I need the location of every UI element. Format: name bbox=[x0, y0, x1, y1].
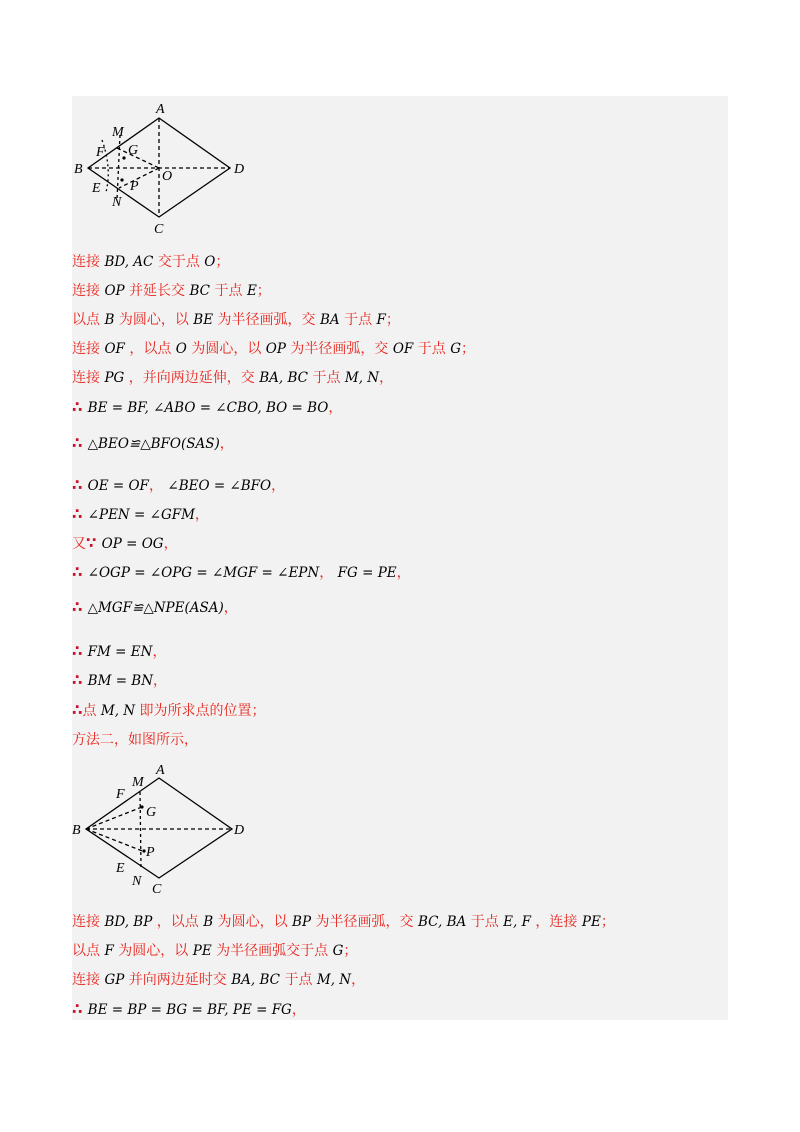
math-expression: O bbox=[204, 254, 216, 270]
math-expression: G bbox=[332, 943, 344, 959]
math-expression: PE bbox=[581, 914, 601, 930]
math-expression: E bbox=[246, 283, 257, 299]
line-text: ， bbox=[148, 478, 168, 494]
step-line bbox=[72, 311, 400, 329]
line-text: 连接 bbox=[72, 914, 105, 930]
label-f: F bbox=[96, 145, 105, 160]
step-line bbox=[72, 1000, 306, 1019]
line-text: 连接 bbox=[72, 254, 105, 270]
line-text: 连接 bbox=[72, 972, 105, 988]
line-text: 连接 bbox=[72, 283, 105, 299]
math-expression: OE = OF bbox=[87, 478, 149, 494]
line-text: ， bbox=[153, 673, 168, 689]
math-expression: F bbox=[104, 943, 114, 959]
line-text: ，连接 bbox=[530, 914, 582, 930]
figure-rhombus-method-one bbox=[72, 100, 272, 240]
math-expression: M, N bbox=[316, 972, 352, 988]
math-expression: ∠OGP = ∠OPG = ∠MGF = ∠EPN bbox=[87, 565, 320, 581]
math-expression: BE = BP = BG = BF, PE = FG bbox=[87, 1002, 292, 1018]
line-text: 于点 bbox=[280, 972, 317, 988]
line-text: 为半径画弧，交 bbox=[311, 914, 418, 930]
label-c: C bbox=[152, 882, 162, 897]
line-text: 于点 bbox=[466, 914, 504, 930]
line-text: 方法二，如图所示， bbox=[72, 732, 198, 748]
label-p: P bbox=[146, 845, 155, 860]
label-e: E bbox=[92, 181, 101, 196]
line-text: ； bbox=[215, 254, 230, 270]
logic-symbol: ∴ bbox=[72, 434, 88, 452]
line-text: 于点 bbox=[210, 283, 247, 299]
math-expression: BC bbox=[189, 283, 211, 299]
math-expression: OP bbox=[265, 341, 286, 357]
line-text: ， bbox=[328, 400, 343, 416]
line-text: 为半径画弧交于点 bbox=[211, 943, 333, 959]
logic-symbol: ∴ bbox=[72, 598, 88, 616]
line-text: ， bbox=[319, 565, 338, 581]
line-text: ； bbox=[256, 283, 271, 299]
line-text: 为圆心，以 bbox=[113, 943, 193, 959]
step-line bbox=[72, 701, 266, 720]
line-text: 为圆心，以 bbox=[186, 341, 266, 357]
math-expression: OP bbox=[104, 283, 125, 299]
step-line bbox=[72, 505, 209, 524]
math-expression: OF bbox=[104, 341, 125, 357]
math-expression: B bbox=[203, 914, 214, 930]
math-expression: BA, BC bbox=[231, 972, 280, 988]
math-expression: O bbox=[175, 341, 187, 357]
line-text: ，以点 bbox=[152, 914, 204, 930]
line-text: ； bbox=[600, 914, 615, 930]
step-line bbox=[72, 913, 615, 931]
label-n: N bbox=[132, 874, 142, 889]
line-text: ， bbox=[194, 507, 209, 523]
math-expression: OP = OG bbox=[101, 536, 164, 552]
label-a: A bbox=[156, 763, 165, 778]
label-a: A bbox=[156, 102, 165, 117]
line-text: 于点 bbox=[413, 341, 451, 357]
math-expression: BA bbox=[319, 312, 340, 328]
label-m: M bbox=[112, 125, 124, 140]
logic-symbol: ∴ bbox=[72, 671, 88, 689]
step-line bbox=[72, 642, 166, 661]
step-line bbox=[72, 671, 167, 690]
label-b: B bbox=[74, 162, 83, 177]
logic-symbol: ∴ bbox=[72, 563, 88, 581]
math-expression: PE bbox=[192, 943, 212, 959]
line-text: 为圆心，以 bbox=[114, 312, 194, 328]
logic-symbol: ∴ bbox=[72, 642, 88, 660]
line-text: 于点 bbox=[339, 312, 377, 328]
math-expression: BE = BF, ∠ABO = ∠CBO, BO = BO bbox=[87, 400, 329, 416]
math-expression: BP bbox=[292, 914, 312, 930]
step-line bbox=[72, 731, 198, 749]
label-p: P bbox=[130, 179, 139, 194]
math-expression: ∠BEO = ∠BFO bbox=[167, 478, 272, 494]
math-expression: FM = EN bbox=[87, 644, 153, 660]
math-expression: BM = BN bbox=[87, 673, 154, 689]
logic-symbol: ∴ bbox=[72, 398, 88, 416]
label-f: F bbox=[116, 787, 125, 802]
step-line bbox=[72, 476, 285, 495]
logic-symbol: ∴ bbox=[72, 1000, 88, 1018]
line-text: ； bbox=[460, 341, 475, 357]
line-text: ； bbox=[385, 312, 400, 328]
label-d: D bbox=[234, 823, 245, 838]
line-text: 连接 bbox=[72, 341, 105, 357]
math-expression: B bbox=[104, 312, 115, 328]
math-expression: ∠PEN = ∠GFM bbox=[87, 507, 195, 523]
line-text: 并向两边延时交 bbox=[124, 972, 232, 988]
math-expression: G bbox=[450, 341, 461, 357]
step-line bbox=[72, 942, 357, 960]
math-expression: △MGF≌△NPE(ASA) bbox=[87, 600, 224, 616]
label-g: G bbox=[128, 143, 139, 158]
figure-rhombus-method-two bbox=[72, 760, 272, 900]
line-text: 连接 bbox=[72, 370, 105, 386]
math-expression: OF bbox=[392, 341, 414, 357]
line-text: 以点 bbox=[72, 312, 105, 328]
line-text: ，以点 bbox=[124, 341, 176, 357]
math-expression: BA, BC bbox=[259, 370, 308, 386]
line-text: 交于点 bbox=[153, 254, 205, 270]
step-line bbox=[72, 434, 234, 453]
math-expression: M, N bbox=[344, 370, 380, 386]
line-text: 以点 bbox=[72, 943, 105, 959]
logic-symbol: ∴ bbox=[72, 505, 88, 523]
math-expression: F bbox=[376, 312, 386, 328]
line-text: ， bbox=[152, 644, 167, 660]
line-text: ， bbox=[271, 478, 286, 494]
math-expression: △BEO≌△BFO(SAS) bbox=[87, 436, 220, 452]
step-line bbox=[72, 598, 238, 617]
step-line bbox=[72, 971, 365, 989]
line-text: ， bbox=[291, 1002, 306, 1018]
label-g: G bbox=[146, 805, 157, 820]
label-m: M bbox=[132, 775, 144, 790]
step-line bbox=[72, 340, 475, 358]
line-text: ， bbox=[396, 565, 411, 581]
line-text: 又 bbox=[72, 536, 86, 552]
math-expression: BD, AC bbox=[104, 254, 154, 270]
math-expression: BC, BA bbox=[417, 914, 467, 930]
line-text: 于点 bbox=[308, 370, 345, 386]
step-line bbox=[72, 253, 229, 271]
label-c: C bbox=[154, 222, 164, 237]
math-expression: PG bbox=[104, 370, 125, 386]
line-text: ， bbox=[163, 536, 178, 552]
step-line bbox=[72, 534, 178, 553]
line-text: ， bbox=[223, 600, 238, 616]
step-line bbox=[72, 282, 271, 300]
logic-symbol: ∴ bbox=[72, 476, 88, 494]
line-text: ， bbox=[351, 972, 366, 988]
label-b: B bbox=[72, 823, 81, 838]
label-n: N bbox=[112, 195, 122, 210]
math-expression: BE bbox=[193, 312, 214, 328]
step-line bbox=[72, 398, 342, 417]
logic-symbol: ∴ bbox=[72, 701, 83, 719]
label-d: D bbox=[234, 162, 245, 177]
line-text: 为半径画弧，交 bbox=[285, 341, 393, 357]
step-line bbox=[72, 369, 393, 387]
line-text: 为圆心，以 bbox=[213, 914, 293, 930]
math-expression: E, F bbox=[503, 914, 531, 930]
line-text: ，并向两边延伸，交 bbox=[124, 370, 260, 386]
line-text: ， bbox=[219, 436, 234, 452]
math-expression: GP bbox=[104, 972, 125, 988]
line-text: ； bbox=[343, 943, 358, 959]
line-text: 点 bbox=[82, 703, 101, 719]
line-text: ， bbox=[379, 370, 394, 386]
label-o: O bbox=[162, 169, 173, 184]
line-text: 为半径画弧，交 bbox=[213, 312, 320, 328]
line-text: 即为所求点的位置； bbox=[135, 703, 266, 719]
math-expression: M, N bbox=[100, 703, 136, 719]
logic-symbol: ∵ bbox=[86, 534, 102, 552]
math-expression: BD, BP bbox=[104, 914, 153, 930]
line-text: 并延长交 bbox=[124, 283, 190, 299]
label-e: E bbox=[116, 861, 125, 876]
math-expression: FG = PE bbox=[337, 565, 397, 581]
step-line bbox=[72, 563, 411, 582]
